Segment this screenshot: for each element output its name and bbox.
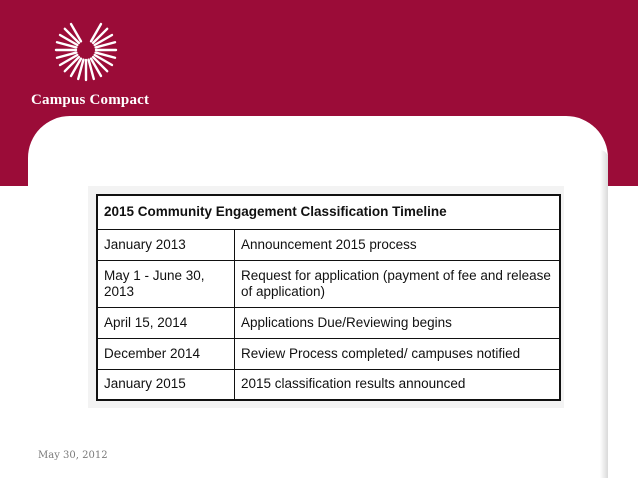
row-event: Request for application (payment of fee and release of application): [235, 260, 561, 307]
timeline-table: [96, 194, 561, 401]
table-title: 2015 Community Engagement Classification Timeline: [97, 195, 560, 229]
table-title-row: [97, 195, 560, 229]
row-date: January 2015: [97, 369, 235, 400]
row-date: April 15, 2014: [97, 308, 235, 339]
table-row: [97, 369, 560, 400]
row-event: 2015 classification results announced: [235, 369, 561, 400]
table-row: [97, 229, 560, 260]
row-date: December 2014: [97, 338, 235, 369]
timeline-table-image: [88, 186, 564, 408]
logo-text: Campus Compact: [31, 92, 150, 108]
table-row: [97, 260, 560, 307]
table-row: [97, 308, 560, 339]
panel-shadow: [600, 150, 608, 478]
row-event: Announcement 2015 process: [235, 229, 561, 260]
row-date: January 2013: [97, 229, 235, 260]
footer-date: May 30, 2012: [38, 450, 108, 461]
table-row: [97, 338, 560, 369]
row-event: Review Process completed/ campuses notified: [235, 338, 561, 369]
row-event: Applications Due/Reviewing begins: [235, 308, 561, 339]
row-date: May 1 - June 30, 2013: [97, 260, 235, 307]
sunburst-logo-icon: [52, 14, 118, 86]
